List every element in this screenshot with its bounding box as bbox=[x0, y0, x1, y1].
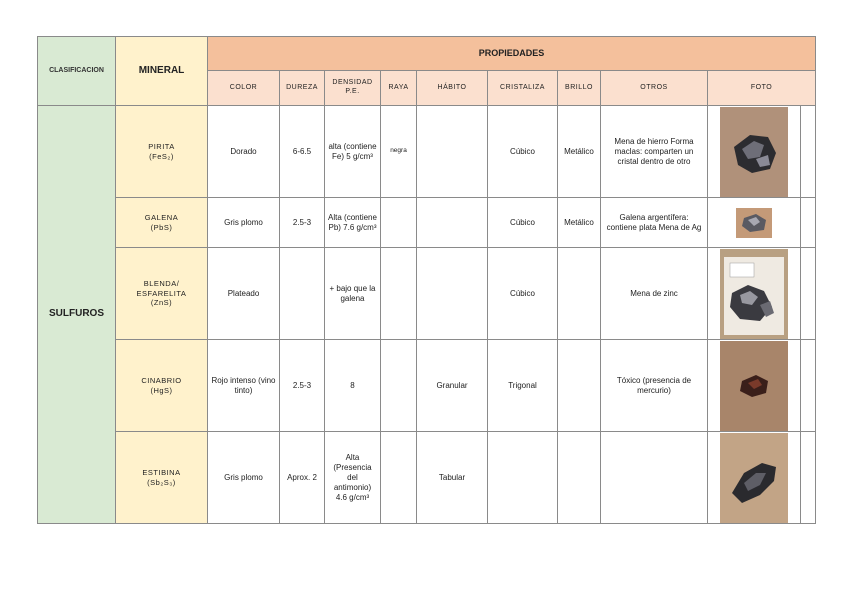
galena-photo bbox=[736, 208, 772, 238]
cell-color: Gris plomo bbox=[208, 198, 280, 248]
mineral-name bbox=[116, 248, 208, 340]
cell-densidad: Alta (contiene Pb) 7.6 g/cm³ bbox=[325, 198, 381, 248]
cell-cristaliza bbox=[488, 432, 558, 524]
cell-brillo bbox=[558, 248, 601, 340]
col-cristaliza: CRISTALIZA bbox=[488, 71, 558, 106]
cell-otros: Mena de zinc bbox=[601, 248, 708, 340]
cell-empty bbox=[801, 340, 816, 432]
mineral-label: GALENA bbox=[144, 213, 179, 223]
mineral-name bbox=[116, 432, 208, 524]
mineral-formula: (ZnS) bbox=[150, 298, 173, 308]
mineral-label: PIRITA bbox=[148, 142, 175, 152]
cell-empty bbox=[801, 106, 816, 198]
cell-densidad: + bajo que la galena bbox=[325, 248, 381, 340]
table-row bbox=[38, 248, 816, 340]
estibina-rock-icon bbox=[720, 433, 788, 523]
cell-dureza: 2.5-3 bbox=[280, 340, 325, 432]
mineral-formula: (HgS) bbox=[150, 385, 173, 395]
cell-dureza: Aprox. 2 bbox=[280, 432, 325, 524]
cell-dureza bbox=[280, 248, 325, 340]
mineral-name bbox=[116, 106, 208, 198]
cell-brillo: Metálico bbox=[558, 106, 601, 198]
cell-raya bbox=[381, 432, 417, 524]
cell-habito: Granular bbox=[417, 340, 488, 432]
col-raya: RAYA bbox=[381, 71, 417, 106]
pyrite-rock-icon bbox=[720, 107, 788, 197]
cell-brillo bbox=[558, 432, 601, 524]
cell-cristaliza: Cúbico bbox=[488, 198, 558, 248]
cell-habito bbox=[417, 198, 488, 248]
cell-raya bbox=[381, 340, 417, 432]
cell-brillo bbox=[558, 340, 601, 432]
cell-habito bbox=[417, 248, 488, 340]
cell-foto bbox=[708, 198, 801, 248]
mineral-label: ESTIBINA bbox=[142, 468, 181, 478]
cell-color: Plateado bbox=[208, 248, 280, 340]
cell-brillo: Metálico bbox=[558, 198, 601, 248]
blenda-photo bbox=[720, 249, 788, 339]
cell-dureza: 2.5-3 bbox=[280, 198, 325, 248]
table-row bbox=[38, 432, 816, 524]
col-foto: FOTO bbox=[708, 71, 816, 106]
mineral-header: MINERAL bbox=[116, 37, 208, 106]
mineral-label: BLENDA/ ESFARELITA bbox=[136, 279, 187, 298]
cell-empty bbox=[801, 432, 816, 524]
mineral-formula: (PbS) bbox=[150, 222, 173, 232]
table-row bbox=[38, 198, 816, 248]
col-habito: HÁBITO bbox=[417, 71, 488, 106]
cell-dureza: 6-6.5 bbox=[280, 106, 325, 198]
pyrite-photo bbox=[720, 107, 788, 197]
cell-densidad: 8 bbox=[325, 340, 381, 432]
mineral-name bbox=[116, 340, 208, 432]
cell-cristaliza: Trigonal bbox=[488, 340, 558, 432]
cell-color: Rojo intenso (vino tinto) bbox=[208, 340, 280, 432]
cell-otros: Mena de hierro Forma maclas: comparten un cristal dentro de otro bbox=[601, 106, 708, 198]
cell-habito bbox=[417, 106, 488, 198]
col-dureza: DUREZA bbox=[280, 71, 325, 106]
cell-cristaliza: Cúbico bbox=[488, 248, 558, 340]
galena-rock-icon bbox=[736, 208, 772, 238]
cinabrio-photo bbox=[720, 341, 788, 431]
col-densidad: DENSIDAD P.E. bbox=[325, 71, 381, 106]
cell-densidad: alta (contiene Fe) 5 g/cm³ bbox=[325, 106, 381, 198]
col-otros: OTROS bbox=[601, 71, 708, 106]
cell-densidad: Alta (Presencia del antimonio) 4.6 g/cm³ bbox=[325, 432, 381, 524]
cell-otros: Galena argentífera: contiene plata Mena de Ag bbox=[601, 198, 708, 248]
cell-color: Gris plomo bbox=[208, 432, 280, 524]
mineral-label: CINABRIO bbox=[141, 376, 182, 386]
minerals-table bbox=[37, 36, 816, 524]
mineral-formula: (Sb₂S₃) bbox=[147, 477, 176, 487]
cell-habito: Tabular bbox=[417, 432, 488, 524]
cell-color: Dorado bbox=[208, 106, 280, 198]
cell-foto bbox=[708, 432, 801, 524]
table-row bbox=[38, 340, 816, 432]
cell-raya bbox=[381, 248, 417, 340]
cell-empty bbox=[801, 198, 816, 248]
cell-foto bbox=[708, 340, 801, 432]
propiedades-header: PROPIEDADES bbox=[208, 37, 816, 71]
group-sulfuros: SULFUROS bbox=[38, 106, 116, 524]
cell-cristaliza: Cúbico bbox=[488, 106, 558, 198]
mineral-formula: (FeS₂) bbox=[149, 151, 174, 161]
cell-otros bbox=[601, 432, 708, 524]
estibina-photo bbox=[720, 433, 788, 523]
blenda-rock-icon bbox=[720, 249, 788, 339]
cinabrio-rock-icon bbox=[720, 341, 788, 431]
col-color: COLOR bbox=[208, 71, 280, 106]
cell-otros: Tóxico (presencia de mercurio) bbox=[601, 340, 708, 432]
cell-raya bbox=[381, 198, 417, 248]
cell-foto bbox=[708, 106, 801, 198]
table-row bbox=[38, 106, 816, 198]
cell-raya: negra bbox=[381, 106, 417, 198]
col-brillo: BRILLO bbox=[558, 71, 601, 106]
cell-empty bbox=[801, 248, 816, 340]
mineral-name bbox=[116, 198, 208, 248]
clasificacion-header: CLASIFICACION bbox=[38, 37, 116, 106]
cell-foto bbox=[708, 248, 801, 340]
